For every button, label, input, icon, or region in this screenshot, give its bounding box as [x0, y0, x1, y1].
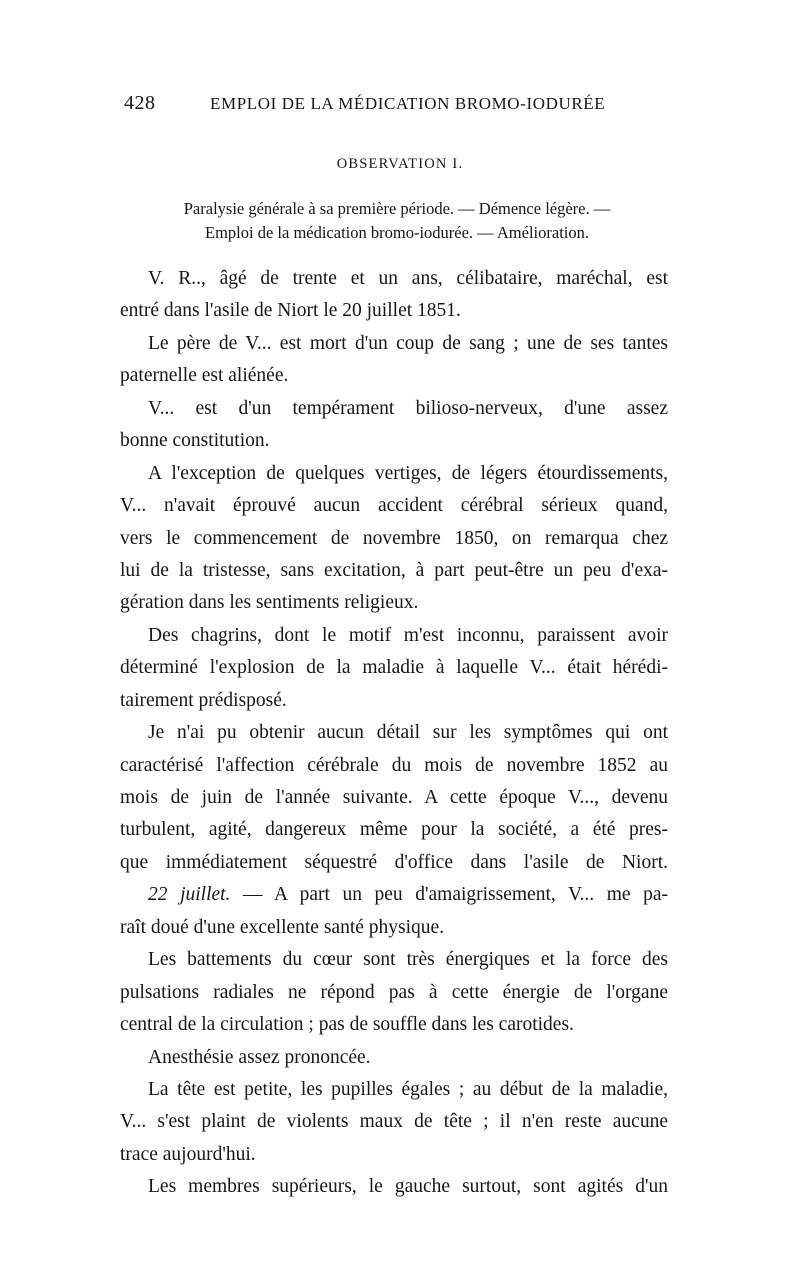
text-line: central de la circulation ; pas de souffle dans les carotides.: [120, 1014, 574, 1036]
text-line: que immédiatement séquestré d'office dans l'asile de Niort.: [120, 851, 668, 873]
text-line: turbulent, agité, dangereux même pour la société, a été pres-: [120, 819, 668, 841]
body-text: [120, 263, 668, 1204]
text-line: mois de juin de l'année suivante. A cette époque V..., devenu: [120, 787, 668, 808]
text-line: Les battements du cœur sont très énergiques et la force des: [148, 949, 668, 971]
text-line: Le père de V... est mort d'un coup de sang ; une de ses tantes: [148, 332, 668, 354]
text-line: V... s'est plaint de violents maux de tête ; il n'en reste aucune: [120, 1111, 668, 1133]
text-line: Les membres supérieurs, le gauche surtout, sont agités d'un: [148, 1176, 668, 1198]
text-line: paternelle est aliénée.: [120, 365, 289, 387]
text-line: vers le commencement de novembre 1850, on remarqua chez: [120, 527, 668, 549]
text-line: V. R.., âgé de trente et un ans, célibataire, maréchal, est: [148, 268, 668, 289]
text-line: pulsations radiales ne répond pas à cette énergie de l'organe: [120, 981, 668, 1003]
text-line: déterminé l'explosion de la maladie à laquelle V... était hérédi-: [120, 657, 668, 679]
observation-heading: OBSERVATION I.: [336, 156, 464, 172]
text-line: caractérisé l'affection cérébrale du mois de novembre 1852 au: [120, 754, 668, 776]
text-line: Des chagrins, dont le motif m'est inconnu, paraissent avoir: [148, 624, 668, 646]
text-line: Je n'ai pu obtenir aucun détail sur les symptômes qui ont: [148, 722, 668, 744]
text-line-dated: [120, 879, 668, 911]
subtitle-line: Paralysie générale à sa première période. — Démence légère. —: [183, 199, 611, 218]
text-line: gération dans les sentiments religieux.: [120, 592, 419, 614]
observation-subtitle: [124, 197, 670, 245]
text-line: trace aujourd'hui.: [120, 1143, 256, 1165]
running-title: EMPLOI DE LA MÉDICATION BROMO-IODURÉE: [210, 94, 606, 113]
text-line: A l'exception de quelques vertiges, de légers étourdissements,: [148, 462, 668, 484]
text-line: lui de la tristesse, sans excitation, à part peut-être un peu d'exa-: [120, 559, 668, 581]
dated-line-text: — A part un peu d'amaigrissement, V... me pa-: [243, 884, 669, 906]
page-number: 428: [124, 92, 156, 114]
text-line: Anesthésie assez prononcée.: [148, 1046, 371, 1068]
text-line: La tête est petite, les pupilles égales ; au début de la maladie,: [148, 1078, 668, 1100]
text-line: tairement prédisposé.: [120, 689, 287, 711]
running-head: [124, 92, 679, 120]
text-line: raît doué d'une excellente santé physique.: [120, 916, 445, 938]
text-line: V... est d'un tempérament bilioso-nerveux, d'une assez: [148, 397, 668, 419]
date-label: 22 juillet.: [148, 884, 231, 906]
text-line: V... n'avait éprouvé aucun accident cérébral sérieux quand,: [120, 495, 668, 517]
subtitle-line: Emploi de la médication bromo-iodurée. — Amélioration.: [205, 223, 589, 242]
text-line: bonne constitution.: [120, 430, 270, 452]
text-line: entré dans l'asile de Niort le 20 juillet 1851.: [120, 300, 461, 322]
